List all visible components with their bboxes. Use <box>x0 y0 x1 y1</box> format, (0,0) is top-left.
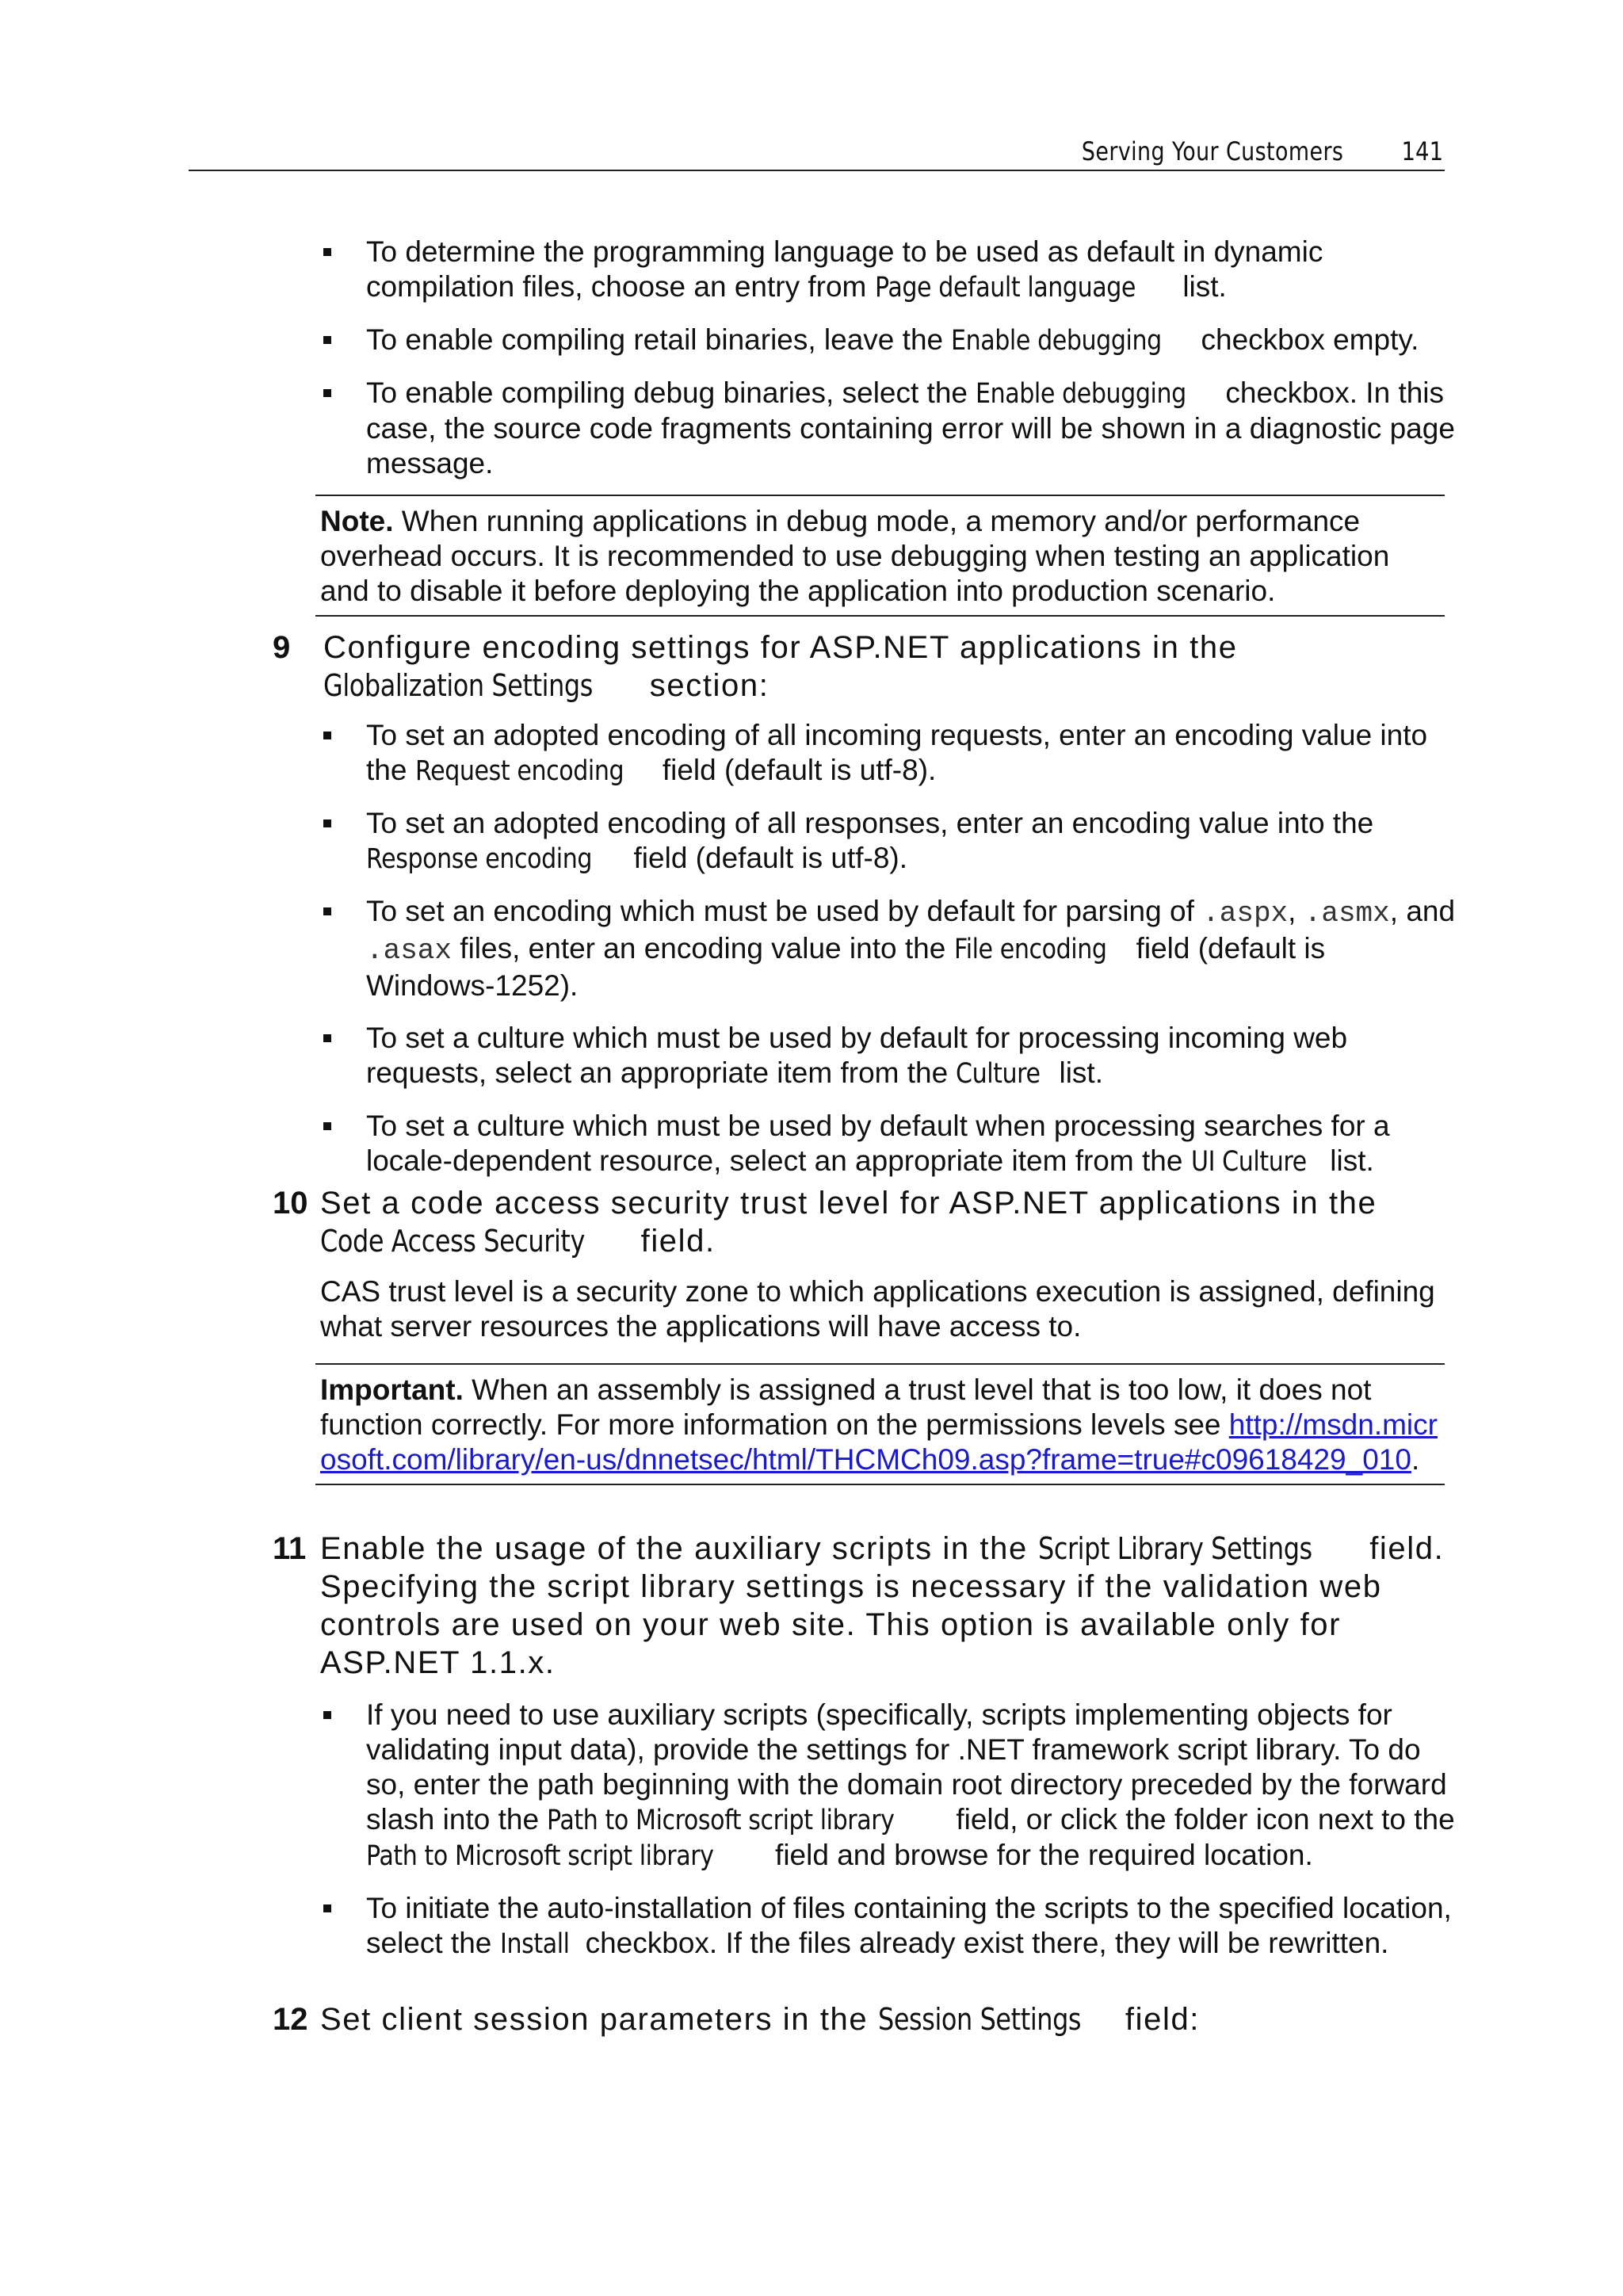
ui-term: Enable debugging <box>951 325 1163 357</box>
list-item: If you need to use auxiliary scripts (specifically, scripts implementing objects for validating input data), provide the settings for .NET framework script library. To do so, enter the path beginning with the domain root directory preceded by the forward slash into the Path to Microsoft script library field, or click the folder icon next to the Path to Microsoft script library field and browse for the required location. <box>317 1698 1458 1874</box>
step-10: 10 Set a code access security trust level for ASP.NET applications in the Code Access Security field. <box>273 1186 1377 1259</box>
note-text: When running applications in debug mode, a memory and/or performance overhead occurs. It is recommended to use debugging when testing an application and to disable it before deploying the application into production scenario. <box>320 505 1390 607</box>
bullet-list-encoding <box>317 718 1458 1197</box>
ui-term: Session Settings <box>877 2002 1082 2037</box>
bullet-list-scripts <box>317 1698 1458 1979</box>
list-item: To enable compiling retail binaries, leave the Enable debugging checkbox empty. <box>317 323 1458 358</box>
ui-term: Culture <box>956 1058 1041 1090</box>
ui-term: Response encoding <box>366 843 593 875</box>
list-item: To enable compiling debug binaries, select the Enable debugging checkbox. In this case, the source code fragments containing error will be shown in a diagnostic page message. <box>317 376 1458 481</box>
code-ext: .asax <box>366 934 453 967</box>
ui-term: Code Access Security <box>320 1224 585 1259</box>
ui-term: Script Library Settings <box>1037 1531 1312 1566</box>
ui-term: Path to Microsoft script library <box>547 1805 895 1836</box>
running-header-title: Serving Your Customers <box>1081 136 1343 166</box>
ui-term: Install <box>499 1928 570 1960</box>
ui-term: Globalization Settings <box>323 668 593 703</box>
list-item: To initiate the auto-installation of files containing the scripts to the specified location, select the Install checkbox. If the files already exist there, they will be rewritten. <box>317 1891 1458 1962</box>
step-number: 11 <box>273 1531 307 1566</box>
msdn-link[interactable]: http://msdn.microsoft.com/library/en-us/dnnetsec/html/THCMCh09.asp?frame=true#c09618429_010 <box>320 1408 1438 1476</box>
ui-term: Enable debugging <box>976 378 1187 410</box>
ui-term: Path to Microsoft script library <box>366 1840 714 1872</box>
step-9: 9 Configure encoding settings for ASP.NET applications in the Globalization Settings section: <box>273 630 1238 703</box>
list-item: To set an adopted encoding of all incoming requests, enter an encoding value into the Request encoding field (default is utf-8). <box>317 718 1458 789</box>
note-box <box>315 495 1445 617</box>
ui-term: Page default language <box>874 272 1136 304</box>
code-ext: .aspx <box>1202 897 1289 930</box>
step-number: 10 <box>273 1186 308 1221</box>
page-header <box>189 132 1445 171</box>
ui-term: File encoding <box>953 934 1107 965</box>
cas-paragraph: CAS trust level is a security zone to which applications execution is assigned, defining what server resources the applications will have access to. <box>320 1275 1435 1343</box>
important-label: Important. <box>320 1373 464 1406</box>
list-item: To set an encoding which must be used by default for parsing of .aspx, .asmx, and .asax files, enter an encoding value into the File encoding field (default is Windows-1252). <box>317 894 1458 1003</box>
step-number: 9 <box>273 630 291 665</box>
ui-term: Request encoding <box>414 755 624 787</box>
bullet-list-debug <box>317 235 1458 499</box>
list-item: To determine the programming language to be used as default in dynamic compilation files, choose an entry from Page default language list. <box>317 235 1458 305</box>
list-item: To set a culture which must be used by default for processing incoming web requests, select an appropriate item from the Culture list. <box>317 1021 1458 1091</box>
step-11: 11 Enable the usage of the auxiliary scripts in the Script Library Settings field. Specifying the script library settings is necessary if the validation web controls are used on your web site. This option is available only for ASP.NET 1.1.x. <box>273 1531 1445 1680</box>
list-item: To set an adopted encoding of all responses, enter an encoding value into the Response encoding field (default is utf-8). <box>317 806 1458 877</box>
list-item: To set a culture which must be used by default when processing searches for a locale-dependent resource, select an appropriate item from the UI Culture list. <box>317 1109 1458 1179</box>
page-number: 141 <box>1401 136 1443 166</box>
important-text: When an assembly is assigned a trust level that is too low, it does not function correctly. For more information on the permissions levels see <box>320 1373 1372 1441</box>
code-ext: .asmx <box>1304 897 1390 930</box>
step-number: 12 <box>273 2002 308 2037</box>
important-box: Important. When an assembly is assigned a trust level that is too low, it does not function correctly. For more information on the permissions levels see http://msdn.microsoft.com/library/en-us/dnnetsec/html/THCMCh09.asp?frame=true#c09618429_010. <box>315 1363 1445 1485</box>
ui-term: UI Culture <box>1190 1146 1307 1178</box>
note-label: Note. <box>320 505 394 537</box>
step-12: 12 Set client session parameters in the Session Settings field: <box>273 2002 1201 2037</box>
